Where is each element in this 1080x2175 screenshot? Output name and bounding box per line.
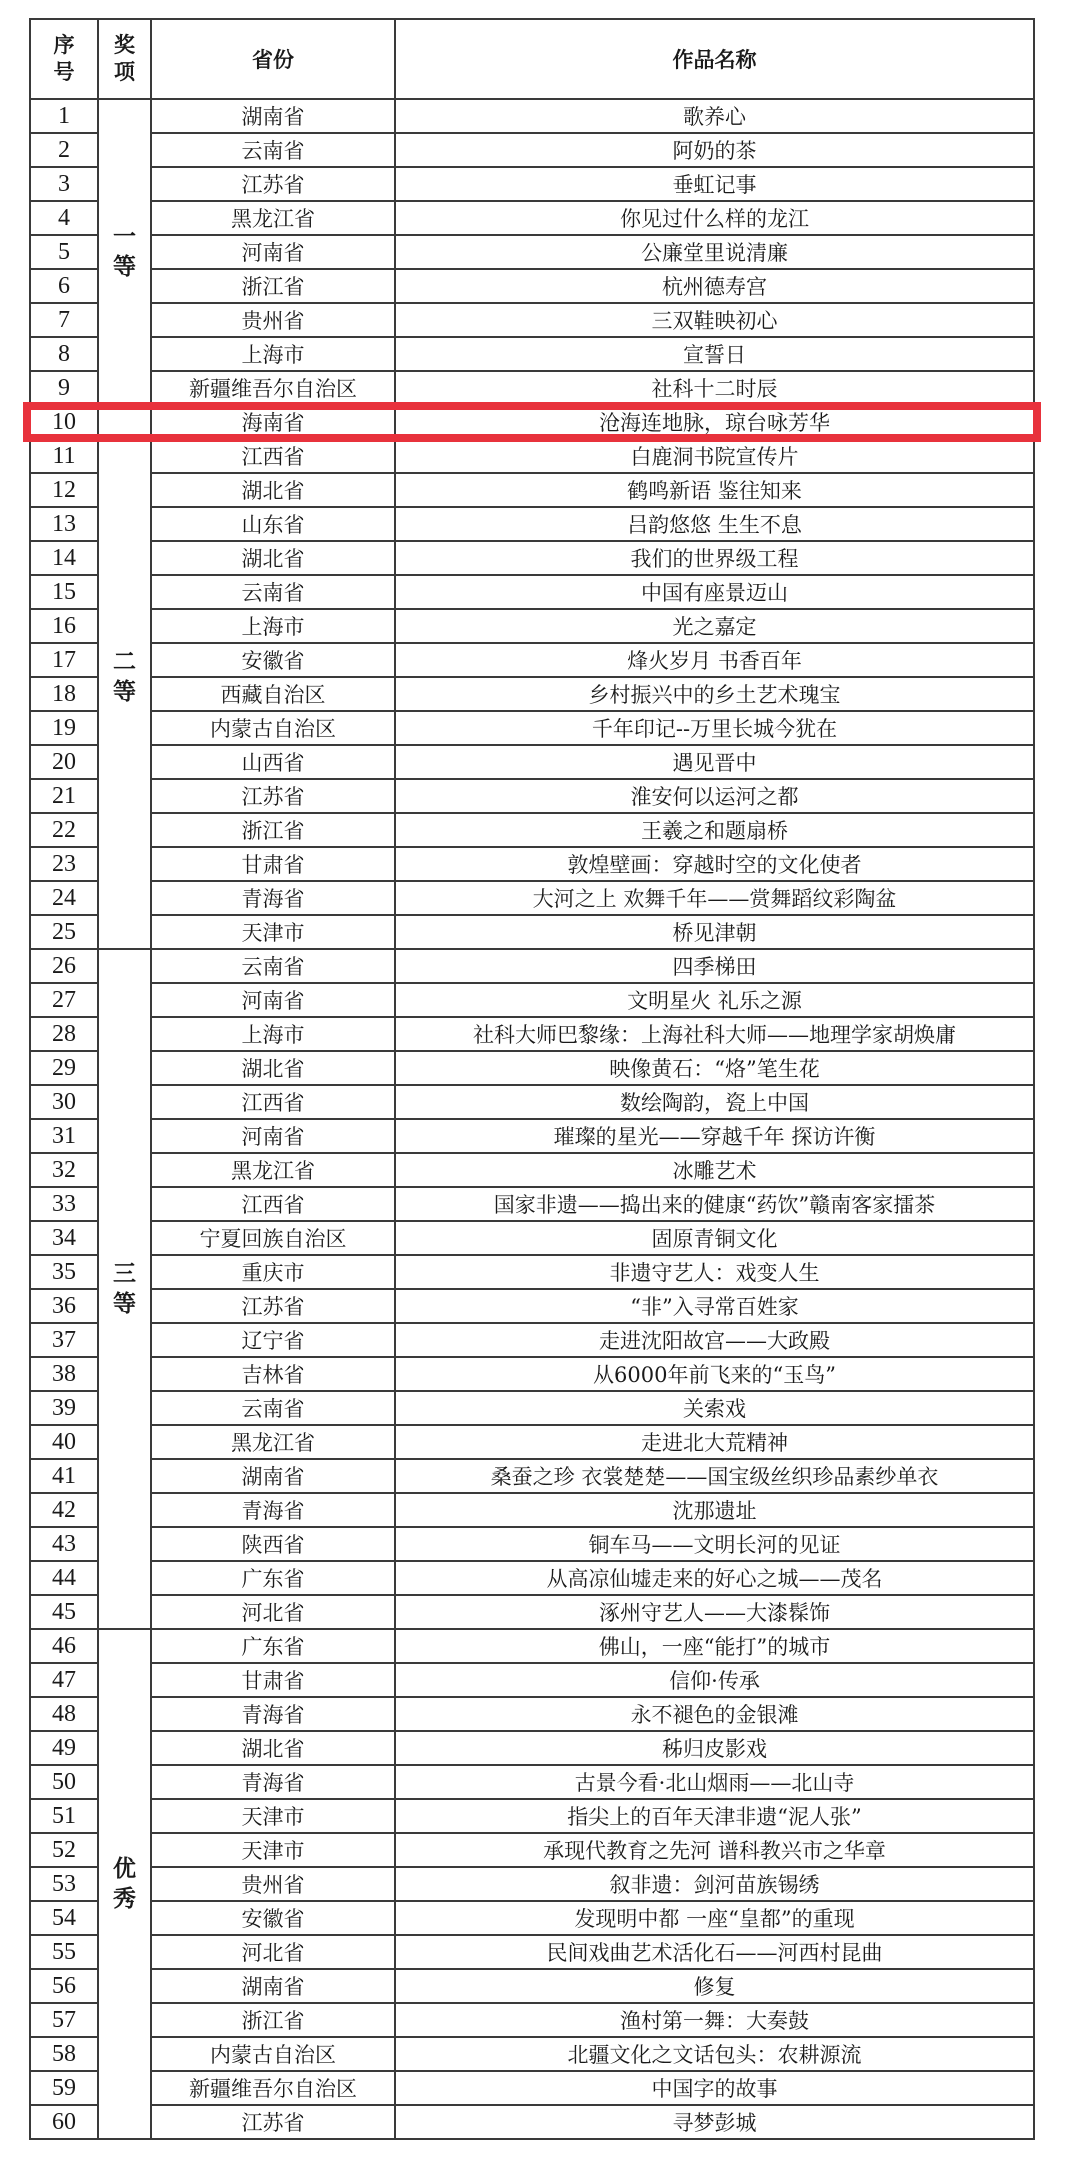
cell-no: 59: [30, 2071, 98, 2105]
table-row: [30, 201, 1034, 235]
table-row: [30, 2037, 1034, 2071]
cell-province: 浙江省: [151, 813, 395, 847]
table-row: [30, 1969, 1034, 2003]
cell-no: 13: [30, 507, 98, 541]
table-row: [30, 1901, 1034, 1935]
cell-no: 12: [30, 473, 98, 507]
cell-no: 6: [30, 269, 98, 303]
table-row: [30, 1323, 1034, 1357]
cell-no: 8: [30, 337, 98, 371]
cell-no: 32: [30, 1153, 98, 1187]
table-row: [30, 1765, 1034, 1799]
table-row: [30, 1561, 1034, 1595]
table-row: [30, 745, 1034, 779]
cell-no: 54: [30, 1901, 98, 1935]
cell-no: 2: [30, 133, 98, 167]
table-row: [30, 1391, 1034, 1425]
table-row: [30, 1221, 1034, 1255]
cell-no: 29: [30, 1051, 98, 1085]
cell-province: 江西省: [151, 1187, 395, 1221]
cell-title: “非”入寻常百姓家: [395, 1289, 1034, 1323]
cell-province: 湖北省: [151, 1051, 395, 1085]
cell-no: 25: [30, 915, 98, 949]
cell-province: 黑龙江省: [151, 201, 395, 235]
table-row: [30, 2105, 1034, 2139]
cell-province: 浙江省: [151, 269, 395, 303]
prize-char: 等: [113, 254, 136, 280]
cell-title: 遇见晋中: [395, 745, 1034, 779]
cell-no: 23: [30, 847, 98, 881]
cell-title: 固原青铜文化: [395, 1221, 1034, 1255]
cell-title: 烽火岁月 书香百年: [395, 643, 1034, 677]
prize-char: 优: [113, 1856, 136, 1882]
table-row: [30, 1493, 1034, 1527]
cell-province: 辽宁省: [151, 1323, 395, 1357]
cell-title: 国家非遗——捣出来的健康“药饮”赣南客家擂茶: [395, 1187, 1034, 1221]
cell-no: 47: [30, 1663, 98, 1697]
cell-no: 4: [30, 201, 98, 235]
table-row: [30, 1595, 1034, 1629]
cell-no: 1: [30, 99, 98, 133]
cell-no: 56: [30, 1969, 98, 2003]
table-row: [30, 779, 1034, 813]
cell-no: 31: [30, 1119, 98, 1153]
cell-province: 浙江省: [151, 2003, 395, 2037]
cell-province: 上海市: [151, 609, 395, 643]
prize-char: 秀: [113, 1886, 136, 1912]
table-row: [30, 1663, 1034, 1697]
cell-title: 文明星火 礼乐之源: [395, 983, 1034, 1017]
cell-no: 58: [30, 2037, 98, 2071]
cell-no: 39: [30, 1391, 98, 1425]
table-row: [30, 99, 1034, 133]
prize-char: 一: [113, 224, 136, 250]
cell-no: 18: [30, 677, 98, 711]
cell-no: 46: [30, 1629, 98, 1663]
cell-province: 吉林省: [151, 1357, 395, 1391]
cell-title: 四季梯田: [395, 949, 1034, 983]
cell-province: 湖北省: [151, 541, 395, 575]
table-row: [30, 473, 1034, 507]
table-row: [30, 1629, 1034, 1663]
cell-title: 歌养心: [395, 99, 1034, 133]
cell-province: 贵州省: [151, 1867, 395, 1901]
cell-province: 黑龙江省: [151, 1425, 395, 1459]
prize-char: 等: [113, 679, 136, 705]
table-row: [30, 405, 1034, 439]
prize-char: 二: [113, 649, 136, 675]
cell-province: 上海市: [151, 337, 395, 371]
cell-no: 60: [30, 2105, 98, 2139]
cell-province: 云南省: [151, 133, 395, 167]
cell-title: 桑蚕之珍 衣裳楚楚——国宝级丝织珍品素纱单衣: [395, 1459, 1034, 1493]
header-char: 号: [53, 60, 75, 84]
cell-title: 沈那遗址: [395, 1493, 1034, 1527]
header-char: 奖: [114, 33, 135, 57]
cell-title: 大河之上 欢舞千年——赏舞蹈纹彩陶盆: [395, 881, 1034, 915]
cell-province: 河南省: [151, 983, 395, 1017]
cell-no: 41: [30, 1459, 98, 1493]
cell-no: 34: [30, 1221, 98, 1255]
cell-province: 青海省: [151, 1493, 395, 1527]
cell-no: 9: [30, 371, 98, 405]
cell-province: 江西省: [151, 439, 395, 473]
cell-title: 光之嘉定: [395, 609, 1034, 643]
cell-no: 3: [30, 167, 98, 201]
table-row: [30, 507, 1034, 541]
cell-province: 湖南省: [151, 1969, 395, 2003]
table-row: [30, 1017, 1034, 1051]
cell-title: 敦煌壁画：穿越时空的文化使者: [395, 847, 1034, 881]
table-row: [30, 677, 1034, 711]
cell-title: 白鹿洞书院宣传片: [395, 439, 1034, 473]
cell-title: 中国有座景迈山: [395, 575, 1034, 609]
cell-province: 江西省: [151, 1085, 395, 1119]
header-row: [30, 19, 1034, 99]
table-row: [30, 1153, 1034, 1187]
cell-province: 山西省: [151, 745, 395, 779]
cell-province: 上海市: [151, 1017, 395, 1051]
table-row: [30, 881, 1034, 915]
cell-title: 从高凉仙墟走来的好心之城——茂名: [395, 1561, 1034, 1595]
cell-province: 广东省: [151, 1629, 395, 1663]
cell-province: 河北省: [151, 1935, 395, 1969]
table-row: [30, 541, 1034, 575]
cell-title: 社科大师巴黎缘：上海社科大师——地理学家胡焕庸: [395, 1017, 1034, 1051]
cell-title: 发现明中都 一座“皇都”的重现: [395, 1901, 1034, 1935]
cell-province: 陕西省: [151, 1527, 395, 1561]
cell-province: 安徽省: [151, 643, 395, 677]
col-header-no: [30, 19, 98, 99]
awards-table: [29, 18, 1035, 2140]
table-row: [30, 1527, 1034, 1561]
cell-no: 5: [30, 235, 98, 269]
cell-no: 43: [30, 1527, 98, 1561]
cell-title: 鹤鸣新语 鉴往知来: [395, 473, 1034, 507]
cell-title: 古景今看·北山烟雨——北山寺: [395, 1765, 1034, 1799]
cell-no: 17: [30, 643, 98, 677]
table-row: [30, 1833, 1034, 1867]
cell-title: 吕韵悠悠 生生不息: [395, 507, 1034, 541]
table-row: [30, 1425, 1034, 1459]
cell-province: 重庆市: [151, 1255, 395, 1289]
cell-title: 走进北大荒精神: [395, 1425, 1034, 1459]
col-header-prize: [98, 19, 151, 99]
cell-no: 33: [30, 1187, 98, 1221]
table-row: [30, 235, 1034, 269]
table-body: [30, 99, 1034, 2139]
table-row: [30, 1255, 1034, 1289]
cell-title: 涿州守艺人——大漆髹饰: [395, 1595, 1034, 1629]
col-header-title: 作品名称: [395, 19, 1034, 99]
table-row: [30, 813, 1034, 847]
cell-province: 内蒙古自治区: [151, 711, 395, 745]
table-row: [30, 439, 1034, 473]
cell-title: 三双鞋映初心: [395, 303, 1034, 337]
cell-title: 阿奶的茶: [395, 133, 1034, 167]
cell-title: 淮安何以运河之都: [395, 779, 1034, 813]
table-row: [30, 1085, 1034, 1119]
cell-title: 杭州德寿宫: [395, 269, 1034, 303]
col-header-province: 省份: [151, 19, 395, 99]
table-row: [30, 1799, 1034, 1833]
cell-title: 民间戏曲艺术活化石——河西村昆曲: [395, 1935, 1034, 1969]
cell-no: 53: [30, 1867, 98, 1901]
table-row: [30, 167, 1034, 201]
table-row: [30, 2071, 1034, 2105]
cell-province: 广东省: [151, 1561, 395, 1595]
table-row: [30, 1731, 1034, 1765]
cell-province: 青海省: [151, 1697, 395, 1731]
cell-province: 山东省: [151, 507, 395, 541]
cell-title: 中国字的故事: [395, 2071, 1034, 2105]
cell-title: 王羲之和题扇桥: [395, 813, 1034, 847]
cell-province: 江苏省: [151, 779, 395, 813]
table-row: [30, 337, 1034, 371]
cell-no: 19: [30, 711, 98, 745]
table-row: [30, 1289, 1034, 1323]
table-row: [30, 643, 1034, 677]
cell-title: 走进沈阳故宫——大政殿: [395, 1323, 1034, 1357]
cell-no: 11: [30, 439, 98, 473]
cell-no: 30: [30, 1085, 98, 1119]
cell-prize-group: [98, 405, 151, 949]
table-row: [30, 1119, 1034, 1153]
cell-province: 甘肃省: [151, 847, 395, 881]
cell-title: 社科十二时辰: [395, 371, 1034, 405]
prize-char: 三: [113, 1261, 136, 1287]
cell-title: 永不褪色的金银滩: [395, 1697, 1034, 1731]
cell-no: 27: [30, 983, 98, 1017]
cell-title: 承现代教育之先河 谱科教兴市之华章: [395, 1833, 1034, 1867]
cell-province: 内蒙古自治区: [151, 2037, 395, 2071]
cell-title: 我们的世界级工程: [395, 541, 1034, 575]
header-char: 项: [114, 60, 135, 84]
cell-province: 江苏省: [151, 2105, 395, 2139]
cell-province: 西藏自治区: [151, 677, 395, 711]
cell-no: 48: [30, 1697, 98, 1731]
cell-no: 49: [30, 1731, 98, 1765]
cell-no: 22: [30, 813, 98, 847]
table-header: [30, 19, 1034, 99]
cell-no: 45: [30, 1595, 98, 1629]
cell-title: 指尖上的百年天津非遗“泥人张”: [395, 1799, 1034, 1833]
table-row: [30, 2003, 1034, 2037]
cell-title: 垂虹记事: [395, 167, 1034, 201]
cell-title: 千年印记--万里长城今犹在: [395, 711, 1034, 745]
cell-province: 海南省: [151, 405, 395, 439]
cell-no: 20: [30, 745, 98, 779]
cell-province: 河南省: [151, 235, 395, 269]
table-row: [30, 1459, 1034, 1493]
cell-title: 非遗守艺人：戏变人生: [395, 1255, 1034, 1289]
cell-province: 天津市: [151, 915, 395, 949]
cell-province: 新疆维吾尔自治区: [151, 371, 395, 405]
table-row: [30, 983, 1034, 1017]
cell-title: 叙非遗：剑河苗族锡绣: [395, 1867, 1034, 1901]
cell-title: 佛山，一座“能打”的城市: [395, 1629, 1034, 1663]
cell-no: 52: [30, 1833, 98, 1867]
cell-province: 天津市: [151, 1799, 395, 1833]
cell-no: 21: [30, 779, 98, 813]
cell-province: 云南省: [151, 949, 395, 983]
cell-no: 50: [30, 1765, 98, 1799]
cell-province: 云南省: [151, 575, 395, 609]
cell-no: 16: [30, 609, 98, 643]
cell-province: 云南省: [151, 1391, 395, 1425]
cell-title: 乡村振兴中的乡土艺术瑰宝: [395, 677, 1034, 711]
cell-title: 铜车马——文明长河的见证: [395, 1527, 1034, 1561]
cell-title: 北疆文化之文话包头：农耕源流: [395, 2037, 1034, 2071]
cell-no: 38: [30, 1357, 98, 1391]
cell-title: 你见过什么样的龙江: [395, 201, 1034, 235]
table-row: [30, 1051, 1034, 1085]
cell-province: 新疆维吾尔自治区: [151, 2071, 395, 2105]
cell-prize-group: [98, 949, 151, 1629]
table-row: [30, 269, 1034, 303]
table-row: [30, 1867, 1034, 1901]
table-row: [30, 575, 1034, 609]
cell-title: 寻梦彭城: [395, 2105, 1034, 2139]
prize-char: 等: [113, 1291, 136, 1317]
cell-no: 14: [30, 541, 98, 575]
cell-title: 渔村第一舞：大奏鼓: [395, 2003, 1034, 2037]
table-row: [30, 847, 1034, 881]
cell-title: 映像黄石：“烙”笔生花: [395, 1051, 1034, 1085]
cell-no: 40: [30, 1425, 98, 1459]
cell-title: 公廉堂里说清廉: [395, 235, 1034, 269]
cell-title: 信仰·传承: [395, 1663, 1034, 1697]
table-row: [30, 609, 1034, 643]
cell-province: 江苏省: [151, 167, 395, 201]
table-row: [30, 915, 1034, 949]
table-row: [30, 303, 1034, 337]
cell-no: 44: [30, 1561, 98, 1595]
table-row: [30, 1935, 1034, 1969]
cell-title: 沧海连地脉，琼台咏芳华: [395, 405, 1034, 439]
cell-title: 冰雕艺术: [395, 1153, 1034, 1187]
cell-province: 青海省: [151, 881, 395, 915]
cell-title: 桥见津朝: [395, 915, 1034, 949]
cell-province: 湖南省: [151, 99, 395, 133]
cell-province: 青海省: [151, 1765, 395, 1799]
cell-no: 28: [30, 1017, 98, 1051]
cell-title: 数绘陶韵，瓷上中国: [395, 1085, 1034, 1119]
cell-no: 37: [30, 1323, 98, 1357]
cell-province: 贵州省: [151, 303, 395, 337]
cell-title: 宣誓日: [395, 337, 1034, 371]
cell-no: 51: [30, 1799, 98, 1833]
cell-province: 湖北省: [151, 1731, 395, 1765]
cell-no: 57: [30, 2003, 98, 2037]
cell-province: 湖南省: [151, 1459, 395, 1493]
cell-province: 江苏省: [151, 1289, 395, 1323]
cell-title: 从6000年前飞来的“玉鸟”: [395, 1357, 1034, 1391]
table-row: [30, 711, 1034, 745]
cell-province: 甘肃省: [151, 1663, 395, 1697]
cell-no: 26: [30, 949, 98, 983]
cell-province: 湖北省: [151, 473, 395, 507]
cell-title: 秭归皮影戏: [395, 1731, 1034, 1765]
cell-no: 10: [30, 405, 98, 439]
cell-no: 24: [30, 881, 98, 915]
cell-no: 7: [30, 303, 98, 337]
cell-province: 天津市: [151, 1833, 395, 1867]
table-row: [30, 1357, 1034, 1391]
cell-no: 15: [30, 575, 98, 609]
cell-title: 修复: [395, 1969, 1034, 2003]
cell-province: 河南省: [151, 1119, 395, 1153]
cell-province: 宁夏回族自治区: [151, 1221, 395, 1255]
cell-province: 黑龙江省: [151, 1153, 395, 1187]
header-char: 序: [53, 33, 75, 57]
cell-title: 关索戏: [395, 1391, 1034, 1425]
table-row: [30, 949, 1034, 983]
cell-prize-group: [98, 99, 151, 405]
cell-province: 河北省: [151, 1595, 395, 1629]
cell-prize-group: [98, 1629, 151, 2139]
table-row: [30, 1187, 1034, 1221]
cell-province: 安徽省: [151, 1901, 395, 1935]
table-row: [30, 371, 1034, 405]
cell-no: 36: [30, 1289, 98, 1323]
table-row: [30, 133, 1034, 167]
table-row: [30, 1697, 1034, 1731]
cell-title: 璀璨的星光——穿越千年 探访许衡: [395, 1119, 1034, 1153]
cell-no: 55: [30, 1935, 98, 1969]
cell-no: 35: [30, 1255, 98, 1289]
cell-no: 42: [30, 1493, 98, 1527]
